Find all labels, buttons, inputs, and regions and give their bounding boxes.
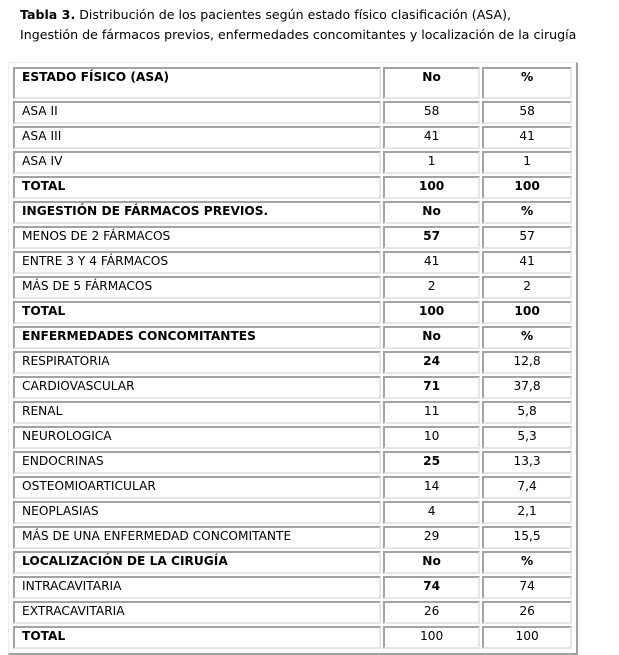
- caption-title: Distribución de los pacientes según estado físico clasificación (ASA),: [75, 7, 512, 22]
- count-cell: 57: [383, 226, 480, 249]
- row-label-cell: ASA IV: [13, 151, 381, 174]
- count-cell: 29: [383, 526, 480, 549]
- row-label-cell: ENFERMEDADES CONCOMITANTES: [13, 326, 381, 349]
- count-cell: 1: [383, 151, 480, 174]
- section-header-row: [13, 326, 572, 349]
- count-cell: 4: [383, 501, 480, 524]
- row-label-cell: TOTAL: [13, 626, 381, 649]
- row-label-cell: MÁS DE UNA ENFERMEDAD CONCOMITANTE: [13, 526, 381, 549]
- row-label-cell: NEOPLASIAS: [13, 501, 381, 524]
- count-cell: 41: [383, 251, 480, 274]
- percent-cell: 100: [482, 176, 572, 199]
- count-cell: No: [383, 551, 480, 574]
- table-row: [13, 151, 572, 174]
- percent-cell: 100: [482, 626, 572, 649]
- count-cell: 25: [383, 451, 480, 474]
- percent-cell: %: [482, 201, 572, 224]
- percent-cell: 100: [482, 301, 572, 324]
- percent-cell: 2: [482, 276, 572, 299]
- section-header-row: [13, 551, 572, 574]
- percent-cell: 74: [482, 576, 572, 599]
- row-label-cell: INTRACAVITARIA: [13, 576, 381, 599]
- total-row: [13, 301, 572, 324]
- table-row: [13, 376, 572, 399]
- percent-cell: 41: [482, 251, 572, 274]
- percent-cell: 5,8: [482, 401, 572, 424]
- count-cell: 10: [383, 426, 480, 449]
- count-cell: 2: [383, 276, 480, 299]
- count-cell: 58: [383, 101, 480, 124]
- percent-cell: 7,4: [482, 476, 572, 499]
- count-cell: 100: [383, 626, 480, 649]
- data-table: [11, 65, 574, 651]
- row-label-cell: EXTRACAVITARIA: [13, 601, 381, 624]
- table-row: [13, 576, 572, 599]
- percent-cell: 5,3: [482, 426, 572, 449]
- count-cell: 74: [383, 576, 480, 599]
- row-label-cell: TOTAL: [13, 176, 381, 199]
- count-cell: No: [383, 67, 480, 99]
- table-row: [13, 401, 572, 424]
- table-row: [13, 101, 572, 124]
- caption-line-1: [20, 5, 576, 25]
- table-row: [13, 226, 572, 249]
- table-body: [13, 67, 572, 649]
- count-cell: 71: [383, 376, 480, 399]
- table-row: [13, 526, 572, 549]
- count-cell: 11: [383, 401, 480, 424]
- count-cell: No: [383, 201, 480, 224]
- section-header-row: [13, 201, 572, 224]
- table-row: [13, 126, 572, 149]
- total-row: [13, 626, 572, 649]
- percent-cell: 1: [482, 151, 572, 174]
- percent-cell: 15,5: [482, 526, 572, 549]
- total-row: [13, 176, 572, 199]
- percent-cell: 26: [482, 601, 572, 624]
- percent-cell: 13,3: [482, 451, 572, 474]
- count-cell: 14: [383, 476, 480, 499]
- count-cell: 26: [383, 601, 480, 624]
- row-label-cell: MÁS DE 5 FÁRMACOS: [13, 276, 381, 299]
- caption-line-2: Ingestión de fármacos previos, enfermedades concomitantes y localización de la cirugía: [20, 27, 577, 42]
- percent-cell: 37,8: [482, 376, 572, 399]
- percent-cell: 12,8: [482, 351, 572, 374]
- table-row: [13, 276, 572, 299]
- table-caption: [20, 5, 576, 45]
- row-label-cell: ASA III: [13, 126, 381, 149]
- count-cell: 24: [383, 351, 480, 374]
- percent-cell: 58: [482, 101, 572, 124]
- row-label-cell: RENAL: [13, 401, 381, 424]
- table-row: [13, 426, 572, 449]
- row-label-cell: ASA II: [13, 101, 381, 124]
- caption-label: Tabla 3.: [20, 7, 76, 22]
- section-header-row: [13, 67, 572, 99]
- table-row: [13, 601, 572, 624]
- row-label-cell: RESPIRATORIA: [13, 351, 381, 374]
- percent-cell: 57: [482, 226, 572, 249]
- row-label-cell: NEUROLOGICA: [13, 426, 381, 449]
- row-label-cell: ESTADO FÍSICO (ASA): [13, 67, 381, 99]
- percent-cell: %: [482, 551, 572, 574]
- row-label-cell: ENTRE 3 Y 4 FÁRMACOS: [13, 251, 381, 274]
- row-label-cell: MENOS DE 2 FÁRMACOS: [13, 226, 381, 249]
- count-cell: 100: [383, 301, 480, 324]
- row-label-cell: TOTAL: [13, 301, 381, 324]
- count-cell: 41: [383, 126, 480, 149]
- table-row: [13, 476, 572, 499]
- row-label-cell: OSTEOMIOARTICULAR: [13, 476, 381, 499]
- row-label-cell: LOCALIZACIÓN DE LA CIRUGÍA: [13, 551, 381, 574]
- row-label-cell: CARDIOVASCULAR: [13, 376, 381, 399]
- percent-cell: %: [482, 67, 572, 99]
- table-row: [13, 351, 572, 374]
- percent-cell: 41: [482, 126, 572, 149]
- patient-distribution-table: [8, 62, 578, 655]
- row-label-cell: INGESTIÓN DE FÁRMACOS PREVIOS.: [13, 201, 381, 224]
- table-row: [13, 451, 572, 474]
- percent-cell: %: [482, 326, 572, 349]
- table-row: [13, 501, 572, 524]
- count-cell: 100: [383, 176, 480, 199]
- percent-cell: 2,1: [482, 501, 572, 524]
- row-label-cell: ENDOCRINAS: [13, 451, 381, 474]
- count-cell: No: [383, 326, 480, 349]
- table-row: [13, 251, 572, 274]
